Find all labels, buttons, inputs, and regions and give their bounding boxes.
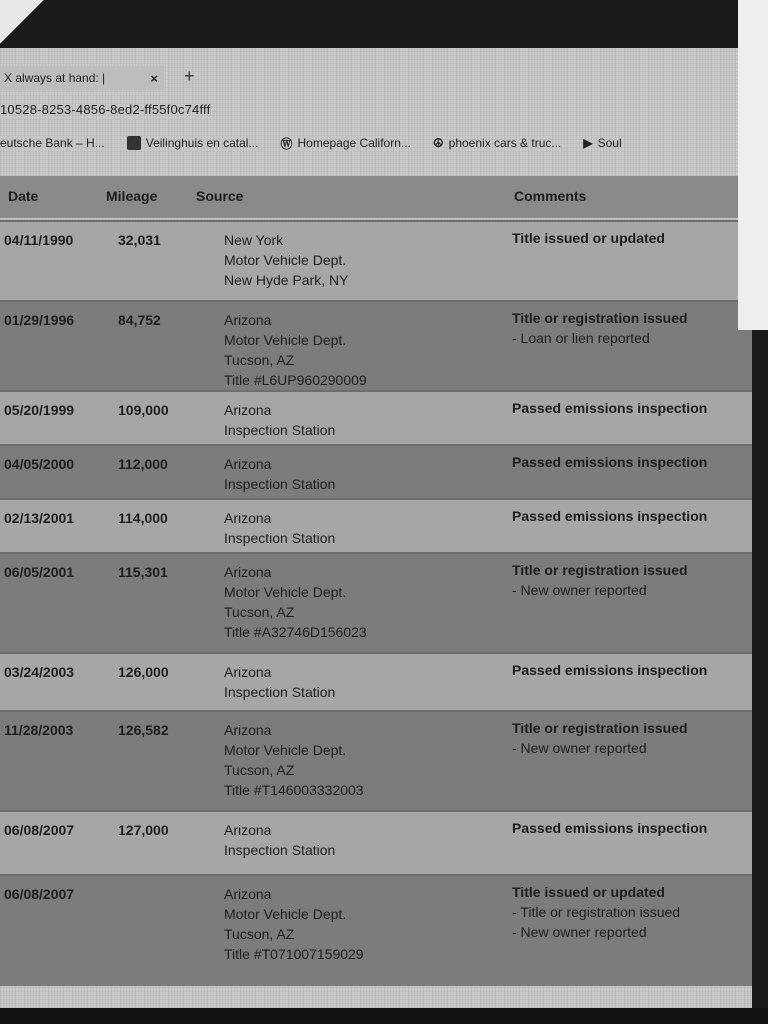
row-date: 04/11/1990 bbox=[4, 232, 74, 248]
source-line: New York bbox=[224, 232, 284, 248]
source-line: Tucson, AZ bbox=[224, 352, 295, 368]
row-source bbox=[224, 400, 335, 440]
row-mileage: 126,582 bbox=[118, 722, 169, 738]
source-line: Arizona bbox=[224, 456, 272, 472]
comment-line: Title or registration issued bbox=[512, 720, 688, 736]
source-line: Motor Vehicle Dept. bbox=[224, 742, 347, 758]
comment-line: - New owner reported bbox=[512, 582, 647, 598]
comment-line: Title or registration issued bbox=[512, 562, 688, 578]
comment-line: - Title or registration issued bbox=[512, 904, 681, 920]
background-edge bbox=[0, 1008, 768, 1024]
bookmark-label: Homepage Californ... bbox=[297, 136, 411, 150]
comment-line: Title issued or updated bbox=[512, 230, 665, 246]
table-row bbox=[0, 498, 752, 554]
wordpress-icon: Ⓦ bbox=[280, 136, 293, 151]
row-comments bbox=[512, 660, 707, 680]
comment-line: - Loan or lien reported bbox=[512, 330, 650, 346]
paper-corner bbox=[0, 0, 60, 48]
row-source bbox=[224, 508, 335, 548]
source-line: Arizona bbox=[224, 722, 272, 738]
source-line: Motor Vehicle Dept. bbox=[224, 332, 347, 348]
row-comments bbox=[512, 718, 688, 758]
tab-bar bbox=[0, 66, 752, 90]
comment-line: Title issued or updated bbox=[512, 884, 665, 900]
play-icon: ▶ bbox=[583, 136, 593, 150]
source-line: Arizona bbox=[224, 564, 272, 580]
row-date: 06/08/2007 bbox=[4, 886, 75, 902]
row-mileage: 112,000 bbox=[118, 456, 168, 472]
source-line: Arizona bbox=[224, 402, 272, 418]
row-date: 05/20/1999 bbox=[4, 402, 75, 418]
address-bar[interactable]: 10528-8253-4856-8ed2-ff55f0c74fff bbox=[0, 102, 211, 117]
source-line: Tucson, AZ bbox=[224, 926, 295, 942]
row-source bbox=[224, 230, 348, 290]
close-icon[interactable]: × bbox=[150, 70, 158, 86]
row-source bbox=[224, 820, 335, 860]
row-date: 06/05/2001 bbox=[4, 564, 75, 580]
table-row bbox=[0, 652, 752, 712]
source-line: Motor Vehicle Dept. bbox=[224, 584, 347, 600]
row-comments bbox=[512, 308, 688, 348]
row-source bbox=[224, 454, 335, 494]
comment-line: Passed emissions inspection bbox=[512, 662, 708, 678]
comment-line: - New owner reported bbox=[512, 740, 647, 756]
comment-line: Passed emissions inspection bbox=[512, 508, 708, 524]
source-line: Title #A32746D156023 bbox=[224, 624, 367, 640]
comment-line: Passed emissions inspection bbox=[512, 400, 708, 416]
row-source bbox=[224, 720, 364, 800]
source-line: Arizona bbox=[224, 510, 272, 526]
bookmark-item[interactable] bbox=[583, 136, 621, 150]
new-tab-button[interactable]: + bbox=[184, 66, 195, 86]
bookmark-item[interactable] bbox=[0, 136, 105, 150]
row-comments bbox=[512, 882, 680, 942]
source-line: Title #L6UP960290009 bbox=[224, 372, 367, 388]
header-date: Date bbox=[8, 188, 39, 204]
bookmark-item[interactable] bbox=[280, 135, 410, 152]
source-line: Arizona bbox=[224, 822, 272, 838]
bookmark-item[interactable] bbox=[433, 136, 561, 150]
row-source bbox=[224, 310, 367, 390]
tab-title: X always at hand: | bbox=[4, 71, 106, 85]
row-mileage: 127,000 bbox=[118, 822, 169, 838]
row-date: 11/28/2003 bbox=[4, 722, 74, 738]
source-line: Arizona bbox=[224, 886, 272, 902]
row-source bbox=[224, 884, 364, 964]
browser-tab[interactable] bbox=[0, 66, 164, 90]
row-mileage: 115,301 bbox=[118, 564, 168, 580]
source-line: Inspection Station bbox=[224, 684, 336, 700]
source-line: Motor Vehicle Dept. bbox=[224, 252, 347, 268]
row-date: 01/29/1996 bbox=[4, 312, 75, 328]
square-icon bbox=[127, 136, 141, 150]
peace-icon: ☮ bbox=[432, 136, 444, 150]
header-mileage: Mileage bbox=[106, 188, 158, 204]
header-source: Source bbox=[196, 188, 244, 204]
row-source bbox=[224, 562, 367, 642]
comment-line: Passed emissions inspection bbox=[512, 820, 708, 836]
source-line: Inspection Station bbox=[224, 476, 336, 492]
bookmark-item[interactable] bbox=[127, 136, 259, 150]
table-header bbox=[0, 176, 752, 218]
source-line: New Hyde Park, NY bbox=[224, 272, 349, 288]
row-date: 04/05/2000 bbox=[4, 456, 75, 472]
row-comments bbox=[512, 228, 665, 248]
table-row bbox=[0, 810, 752, 876]
row-date: 02/13/2001 bbox=[4, 510, 75, 526]
source-line: Title #T146003332003 bbox=[224, 782, 364, 798]
row-mileage: 109,000 bbox=[118, 402, 169, 418]
table-row bbox=[0, 552, 752, 654]
bookmarks-bar bbox=[0, 130, 752, 156]
table-row bbox=[0, 444, 752, 500]
comment-line: Passed emissions inspection bbox=[512, 454, 708, 470]
source-line: Title #T071007159029 bbox=[224, 946, 364, 962]
printed-page bbox=[0, 48, 752, 1008]
row-mileage: 84,752 bbox=[118, 312, 161, 328]
table-row bbox=[0, 220, 752, 302]
bookmark-label: Veilinghuis en catal... bbox=[145, 136, 259, 150]
row-comments bbox=[512, 560, 688, 600]
source-line: Inspection Station bbox=[224, 530, 336, 546]
row-mileage: 126,000 bbox=[118, 664, 169, 680]
table-row bbox=[0, 300, 752, 392]
row-mileage: 114,000 bbox=[118, 510, 168, 526]
paper-edge bbox=[738, 0, 768, 330]
row-comments bbox=[512, 398, 707, 418]
source-line: Tucson, AZ bbox=[224, 604, 295, 620]
row-source bbox=[224, 662, 335, 702]
header-comments: Comments bbox=[514, 188, 587, 204]
bookmark-label: eutsche Bank – H... bbox=[0, 136, 105, 150]
bookmark-label: phoenix cars & truc... bbox=[448, 136, 562, 150]
bookmark-label: Soul bbox=[597, 136, 622, 150]
source-line: Tucson, AZ bbox=[224, 762, 295, 778]
source-line: Motor Vehicle Dept. bbox=[224, 906, 347, 922]
comment-line: Title or registration issued bbox=[512, 310, 688, 326]
row-comments bbox=[512, 506, 707, 526]
row-date: 03/24/2003 bbox=[4, 664, 75, 680]
table-row bbox=[0, 390, 752, 446]
comment-line: - New owner reported bbox=[512, 924, 647, 940]
row-date: 06/08/2007 bbox=[4, 822, 75, 838]
source-line: Arizona bbox=[224, 312, 272, 328]
source-line: Inspection Station bbox=[224, 842, 336, 858]
row-comments bbox=[512, 452, 707, 472]
source-line: Inspection Station bbox=[224, 422, 336, 438]
table-row bbox=[0, 710, 752, 812]
table-row bbox=[0, 874, 752, 986]
row-mileage: 32,031 bbox=[118, 232, 161, 248]
row-comments bbox=[512, 818, 707, 838]
source-line: Arizona bbox=[224, 664, 272, 680]
